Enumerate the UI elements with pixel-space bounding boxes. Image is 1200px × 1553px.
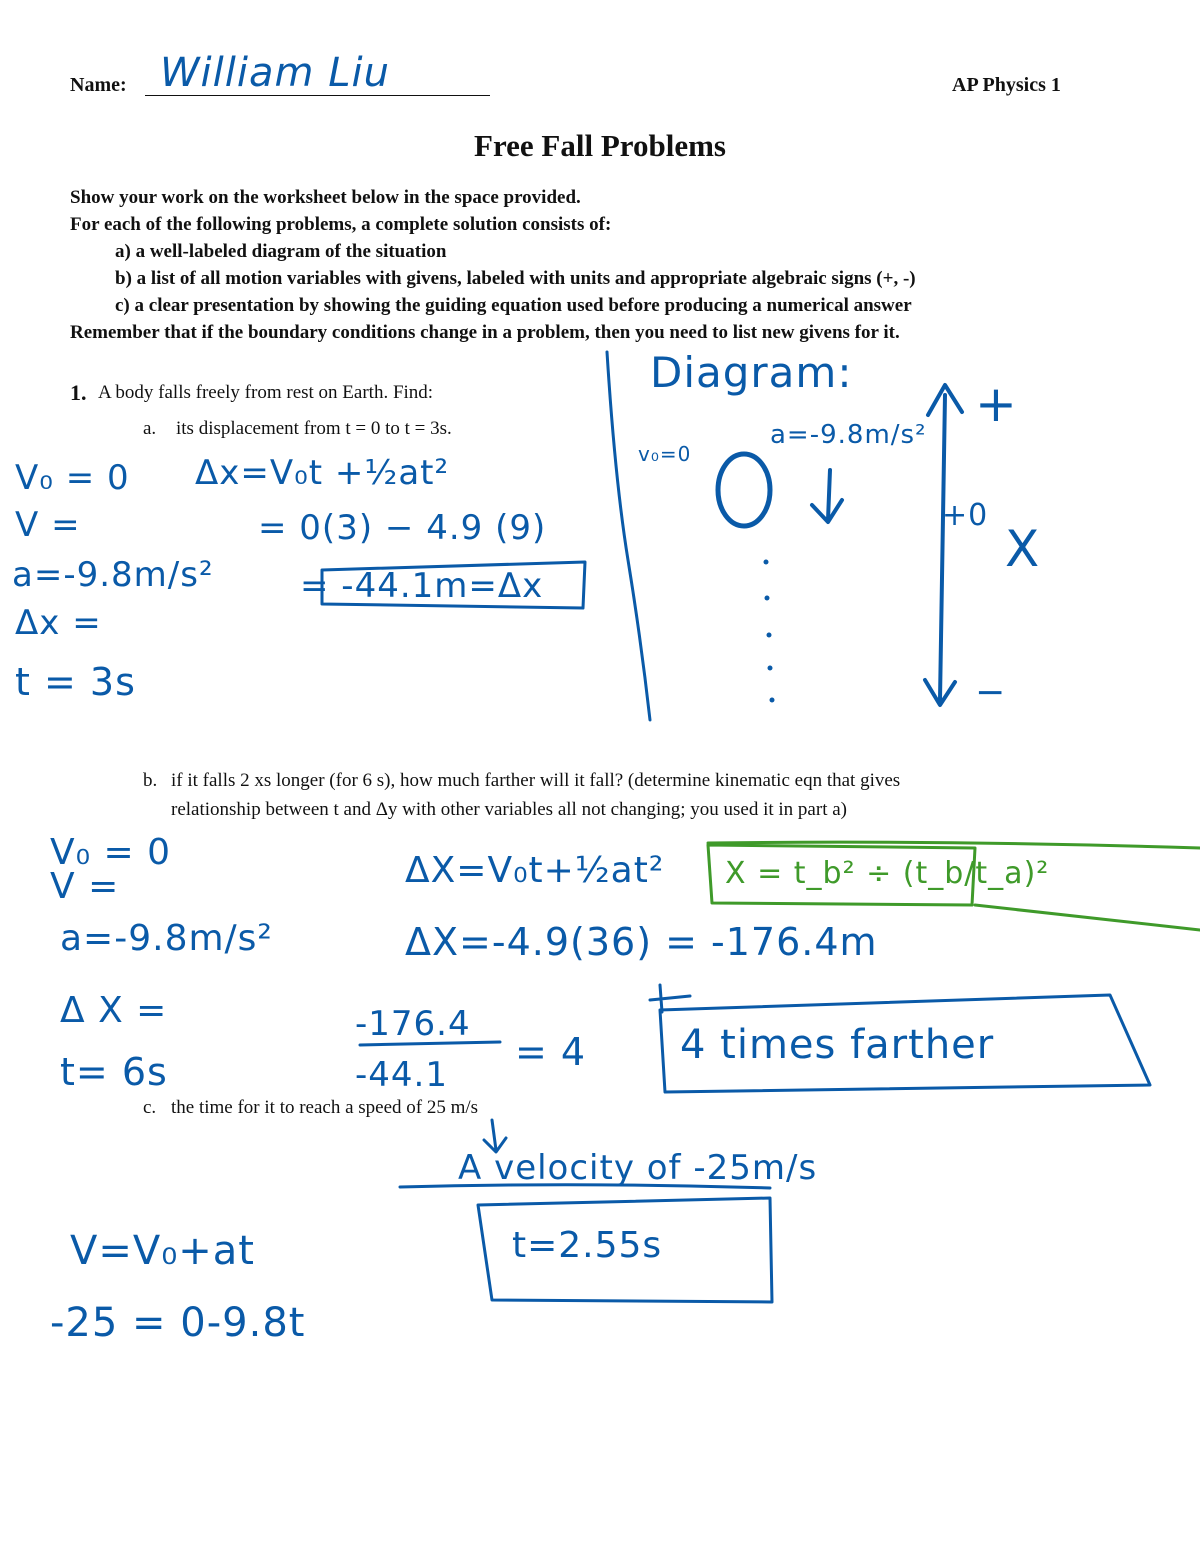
a-given-v0: V₀ = 0 [15,458,130,498]
a-work-substitution: = 0(3) − 4.9 (9) [258,508,547,548]
part-c-text: the time for it to reach a speed of 25 m/s [171,1097,479,1118]
diagram-zero: +0 [942,498,989,533]
diagram-plus: + [975,375,1018,433]
c-velocity-note: A velocity of -25m/s [458,1148,818,1188]
course-label: AP Physics 1 [952,74,1061,96]
b-answer-plus [650,985,690,1012]
b-green-note: X = t_b² ÷ (t_b/t_a)² [725,856,1050,891]
diagram-v0: v₀=0 [638,442,692,466]
a-given-dx: Δx = [15,603,102,643]
diagram-axis [940,395,945,700]
c-work-substitution: -25 = 0-9.8t [50,1300,306,1346]
b-given-t: t= 6s [60,1050,168,1094]
part-a-letter: a. [143,418,157,439]
b-answer: 4 times farther [680,1022,995,1068]
b-given-v0: V₀ = 0 [50,832,172,873]
problem-1-prompt: A body falls freely from rest on Earth. Find: [98,382,434,403]
handwritten-name: William Liu [160,50,390,96]
instruction-item-c: c) a clear presentation by showing the guiding equation used before producing a numerical answer [115,295,912,316]
problem-1-number: 1. [70,380,87,405]
diagram-divider [607,352,650,720]
b-given-a: a=-9.8m/s² [60,918,273,959]
ball-down-arrow [812,470,842,522]
b-work-result: ΔX=-4.9(36) = -176.4m [405,920,878,964]
b-green-line-top [708,842,1200,848]
instruction-item-a: a) a well-labeled diagram of the situation [115,241,447,262]
b-green-line-bottom [975,905,1200,930]
name-label: Name: [70,74,127,96]
axis-up-arrow [928,385,962,415]
diagram-accel: a=-9.8m/s² [770,420,927,450]
axis-down-arrow [925,680,955,705]
instruction-line-1: Show your work on the worksheet below in the space provided. [70,187,581,208]
part-b-letter: b. [143,770,158,791]
instruction-line-3: Remember that if the boundary conditions change in a problem, then you need to list new givens for it. [70,322,900,343]
instruction-line-2: For each of the following problems, a complete solution consists of: [70,214,612,235]
diagram-title: Diagram: [650,348,853,397]
diagram-minus: − [975,672,1007,713]
a-work-equation: Δx=V₀t +½at² [195,453,450,493]
b-ratio-result: = 4 [515,1030,587,1074]
a-given-a: a=-9.8m/s² [12,555,214,595]
a-given-v: V = [15,505,81,545]
part-b-text-2: relationship between t and Δy with other variables all not changing; you used it in part a) [171,799,847,820]
instruction-item-b: b) a list of all motion variables with givens, labeled with units and appropriate algebraic signs (+, -) [115,268,916,289]
ball-sketch [718,454,770,526]
c-answer: t=2.55s [512,1225,663,1266]
part-b-text-1: if it falls 2 xs longer (for 6 s), how much farther will it fall? (determine kinematic eqn that gives [171,770,901,791]
a-given-t: t = 3s [15,660,136,704]
b-work-equation: ΔX=V₀t+½at² [405,850,665,891]
fall-path-dots [764,560,775,703]
part-c-letter: c. [143,1097,157,1118]
diagram-axis-label: X [1005,520,1041,578]
b-ratio-numerator: -176.4 [355,1004,471,1044]
part-a-text: its displacement from t = 0 to t = 3s. [176,418,452,439]
a-work-answer: = -44.1m=Δx [300,566,544,606]
page-title: Free Fall Problems [474,128,726,163]
b-given-dx: Δ X = [60,990,168,1031]
b-ratio-denominator: -44.1 [355,1055,448,1095]
b-given-v: V = [50,866,120,907]
c-work-equation: V=V₀+at [70,1228,255,1274]
